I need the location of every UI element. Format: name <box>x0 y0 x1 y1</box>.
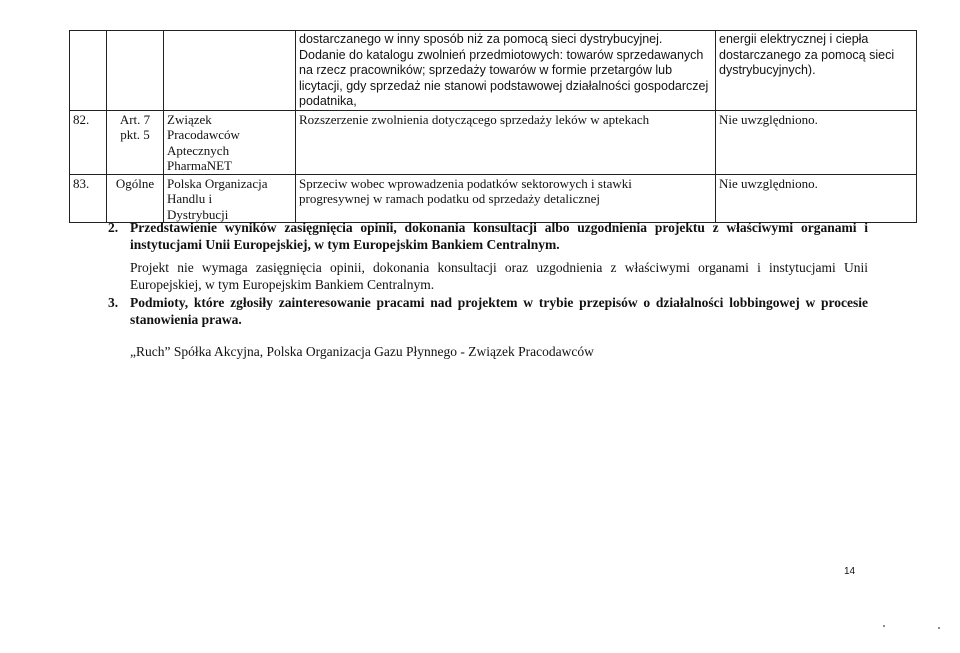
scan-speck <box>883 625 885 627</box>
article-line: pkt. 5 <box>120 127 150 142</box>
organization-line: Związek <box>167 111 212 127</box>
section-heading <box>108 219 868 253</box>
organization-line: Dystrybucji <box>167 206 229 222</box>
description-line: licytacji, gdy sprzedaż nie stanowi podstawowej działalności gospodarczej <box>299 78 709 93</box>
organization-line: Handlu i <box>167 191 213 206</box>
section-title: Podmioty, które zgłosiły zainteresowanie pracami nad projektem w trybie przepisów o działalności lobbingowej w procesie stanowienia prawa. <box>130 295 868 327</box>
table-cell-description <box>296 31 716 111</box>
table-cell-article <box>107 174 164 223</box>
table-cell-organization <box>164 110 296 174</box>
organization-line: Polska Organizacja <box>167 175 268 191</box>
consultation-table <box>69 30 917 223</box>
organization-line: Aptecznych <box>167 142 230 158</box>
section-consultation-results <box>108 219 868 293</box>
section-lobbying-entities <box>108 294 868 360</box>
response-line: dystrybucyjnych). <box>719 63 816 77</box>
description-line: Rozszerzenie zwolnienia dotyczącego sprzedaży leków w aptekach <box>299 111 650 127</box>
table-cell-organization <box>164 31 296 111</box>
organization-line: Pracodawców <box>167 127 240 142</box>
description-line: podatnika, <box>299 94 357 108</box>
row-number: 83. <box>70 174 107 223</box>
page-number: 14 <box>844 566 856 577</box>
scan-speck <box>938 627 940 629</box>
section-body: Projekt nie wymaga zasięgnięcia opinii, dokonania konsultacji oraz uzgodnienia z właściwymi organami i instytucjami Unii Europejskiej, w tym Europejskim Bankiem Centralnym. <box>130 260 868 292</box>
section-number: 3. <box>108 295 119 310</box>
table-cell-description <box>296 110 716 174</box>
description-line: dostarczanego w inny sposób niż za pomocą sieci dystrybucyjnej. <box>299 32 663 46</box>
section-number: 2. <box>108 220 119 235</box>
description-line: progresywnej w ramach podatku od sprzedaży detalicznej <box>299 191 601 206</box>
table-cell-organization <box>164 174 296 223</box>
table-row <box>70 110 917 174</box>
section-body: „Ruch” Spółka Akcyjna, Polska Organizacja Gazu Płynnego - Związek Pracodawców <box>130 344 594 359</box>
organization-line: PharmaNET <box>167 158 232 173</box>
response-line: energii elektrycznej i ciepła <box>719 32 869 46</box>
table-cell-response <box>716 31 917 111</box>
table-row <box>70 31 917 111</box>
response-text: Nie uwzględniono. <box>716 110 917 174</box>
table-cell-number <box>70 31 107 111</box>
table-row <box>70 174 917 223</box>
table-cell-description <box>296 174 716 223</box>
table-cell-article <box>107 31 164 111</box>
description-line: Dodanie do katalogu zwolnień przedmiotowych: towarów sprzedawanych <box>299 47 704 62</box>
section-title: Przedstawienie wyników zasięgnięcia opinii, dokonania konsultacji albo uzgodnienia projektu z właściwymi organami i instytucjami Unii Europejskiej, w tym Europejskim Bankiem Centralnym. <box>130 220 868 252</box>
row-number: 82. <box>70 110 107 174</box>
description-line: Sprzeciw wobec wprowadzenia podatków sektorowych i stawki <box>299 175 632 191</box>
article-line: Art. 7 <box>119 111 151 127</box>
table-cell-article <box>107 110 164 174</box>
article-line: Ogólne <box>115 175 155 191</box>
section-heading <box>108 294 868 328</box>
response-text: Nie uwzględniono. <box>716 174 917 223</box>
response-line: dostarczanego za pomocą sieci <box>719 47 895 62</box>
description-line: na rzecz pracowników; sprzedaży towarów w formie przetargów lub <box>299 63 673 77</box>
